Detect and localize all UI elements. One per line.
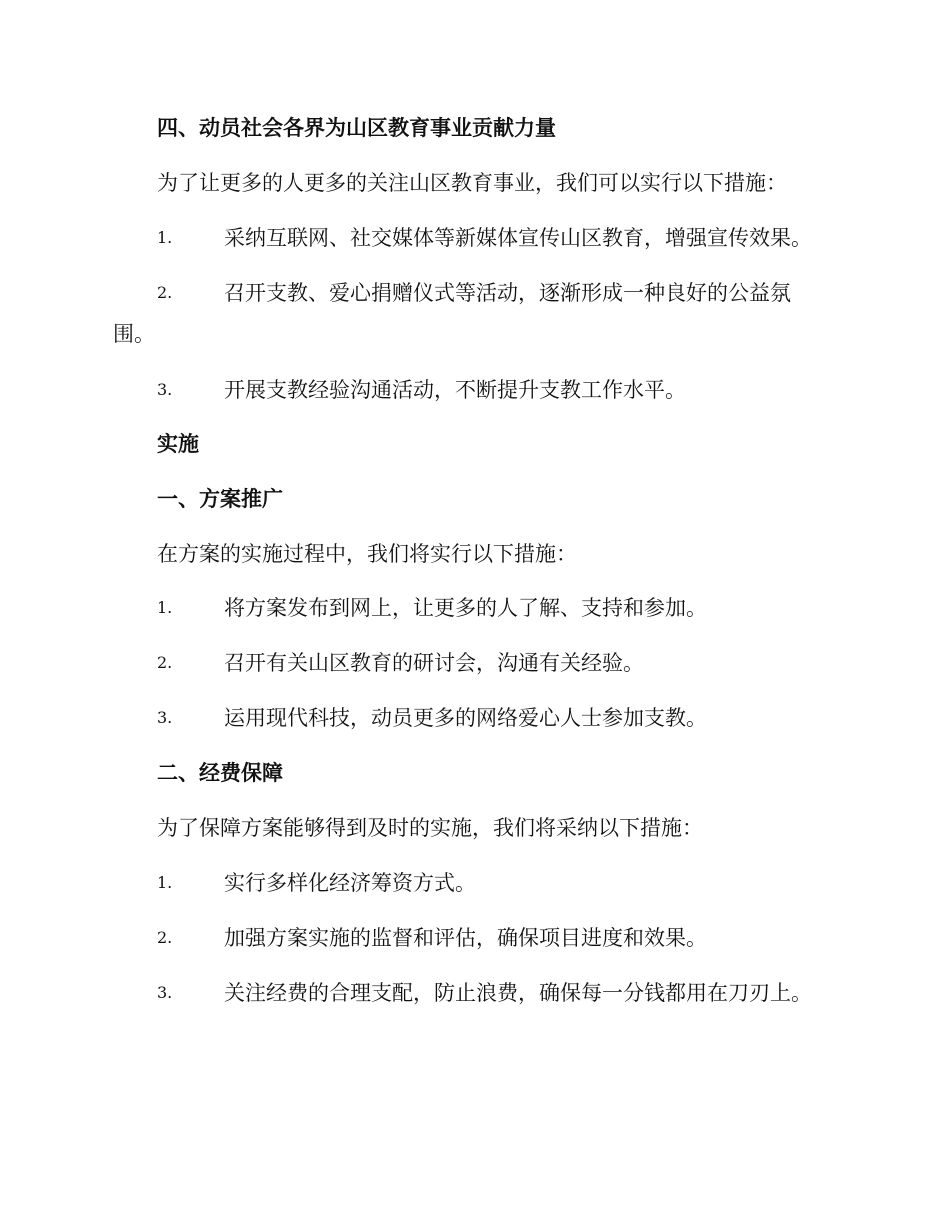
list-item-text: 开展支教经验沟通活动，不断提升支教工作水平。 [224, 378, 686, 402]
list-item-number: 1. [157, 873, 173, 892]
list-item [0, 224, 950, 252]
list-item-text: 召开有关山区教育的研讨会，沟通有关经验。 [224, 651, 644, 675]
list-item [0, 376, 950, 404]
list-item-number: 1. [157, 598, 173, 617]
list-item-text: 实行多样化经济筹资方式。 [224, 871, 476, 895]
section-heading-implementation: 实施 [157, 431, 199, 456]
section-intro-funding: 为了保障方案能够得到及时的实施，我们将采纳以下措施： [157, 816, 703, 840]
list-item-text: 关注经费的合理支配，防止浪费，确保每一分钱都用在刀刃上。 [224, 981, 812, 1005]
list-item-number: 2. [157, 653, 173, 672]
list-item-text: 采纳互联网、社交媒体等新媒体宣传山区教育，增强宣传效果。 [224, 226, 812, 250]
list-item [0, 594, 950, 622]
section-intro-promotion: 在方案的实施过程中，我们将实行以下措施： [157, 542, 577, 566]
list-item-number: 1. [157, 228, 173, 247]
list-item-number: 3. [157, 380, 173, 399]
section-intro-mobilize: 为了让更多的人更多的关注山区教育事业，我们可以实行以下措施： [157, 171, 787, 195]
list-item-text: 运用现代科技，动员更多的网络爱心人士参加支教。 [224, 706, 707, 730]
list-item-text: 将方案发布到网上，让更多的人了解、支持和参加。 [224, 596, 707, 620]
list-item-number: 3. [157, 708, 173, 727]
list-item-text: 召开支教、爱心捐赠仪式等活动，逐渐形成一种良好的公益氛 [224, 281, 791, 305]
list-item-number: 2. [157, 928, 173, 947]
section-heading-promotion: 一、方案推广 [157, 486, 283, 511]
list-item-number: 3. [157, 983, 173, 1002]
list-item [0, 704, 950, 732]
section-heading-mobilize: 四、动员社会各界为山区教育事业贡献力量 [157, 115, 556, 140]
list-item [0, 279, 950, 307]
list-item [0, 649, 950, 677]
list-item [0, 869, 950, 897]
section-heading-funding: 二、经费保障 [157, 760, 283, 785]
list-item [0, 924, 950, 952]
list-item-number: 2. [157, 283, 173, 302]
list-item-continuation: 围。 [113, 322, 155, 346]
list-item-text: 加强方案实施的监督和评估，确保项目进度和效果。 [224, 926, 707, 950]
list-item [0, 979, 950, 1007]
